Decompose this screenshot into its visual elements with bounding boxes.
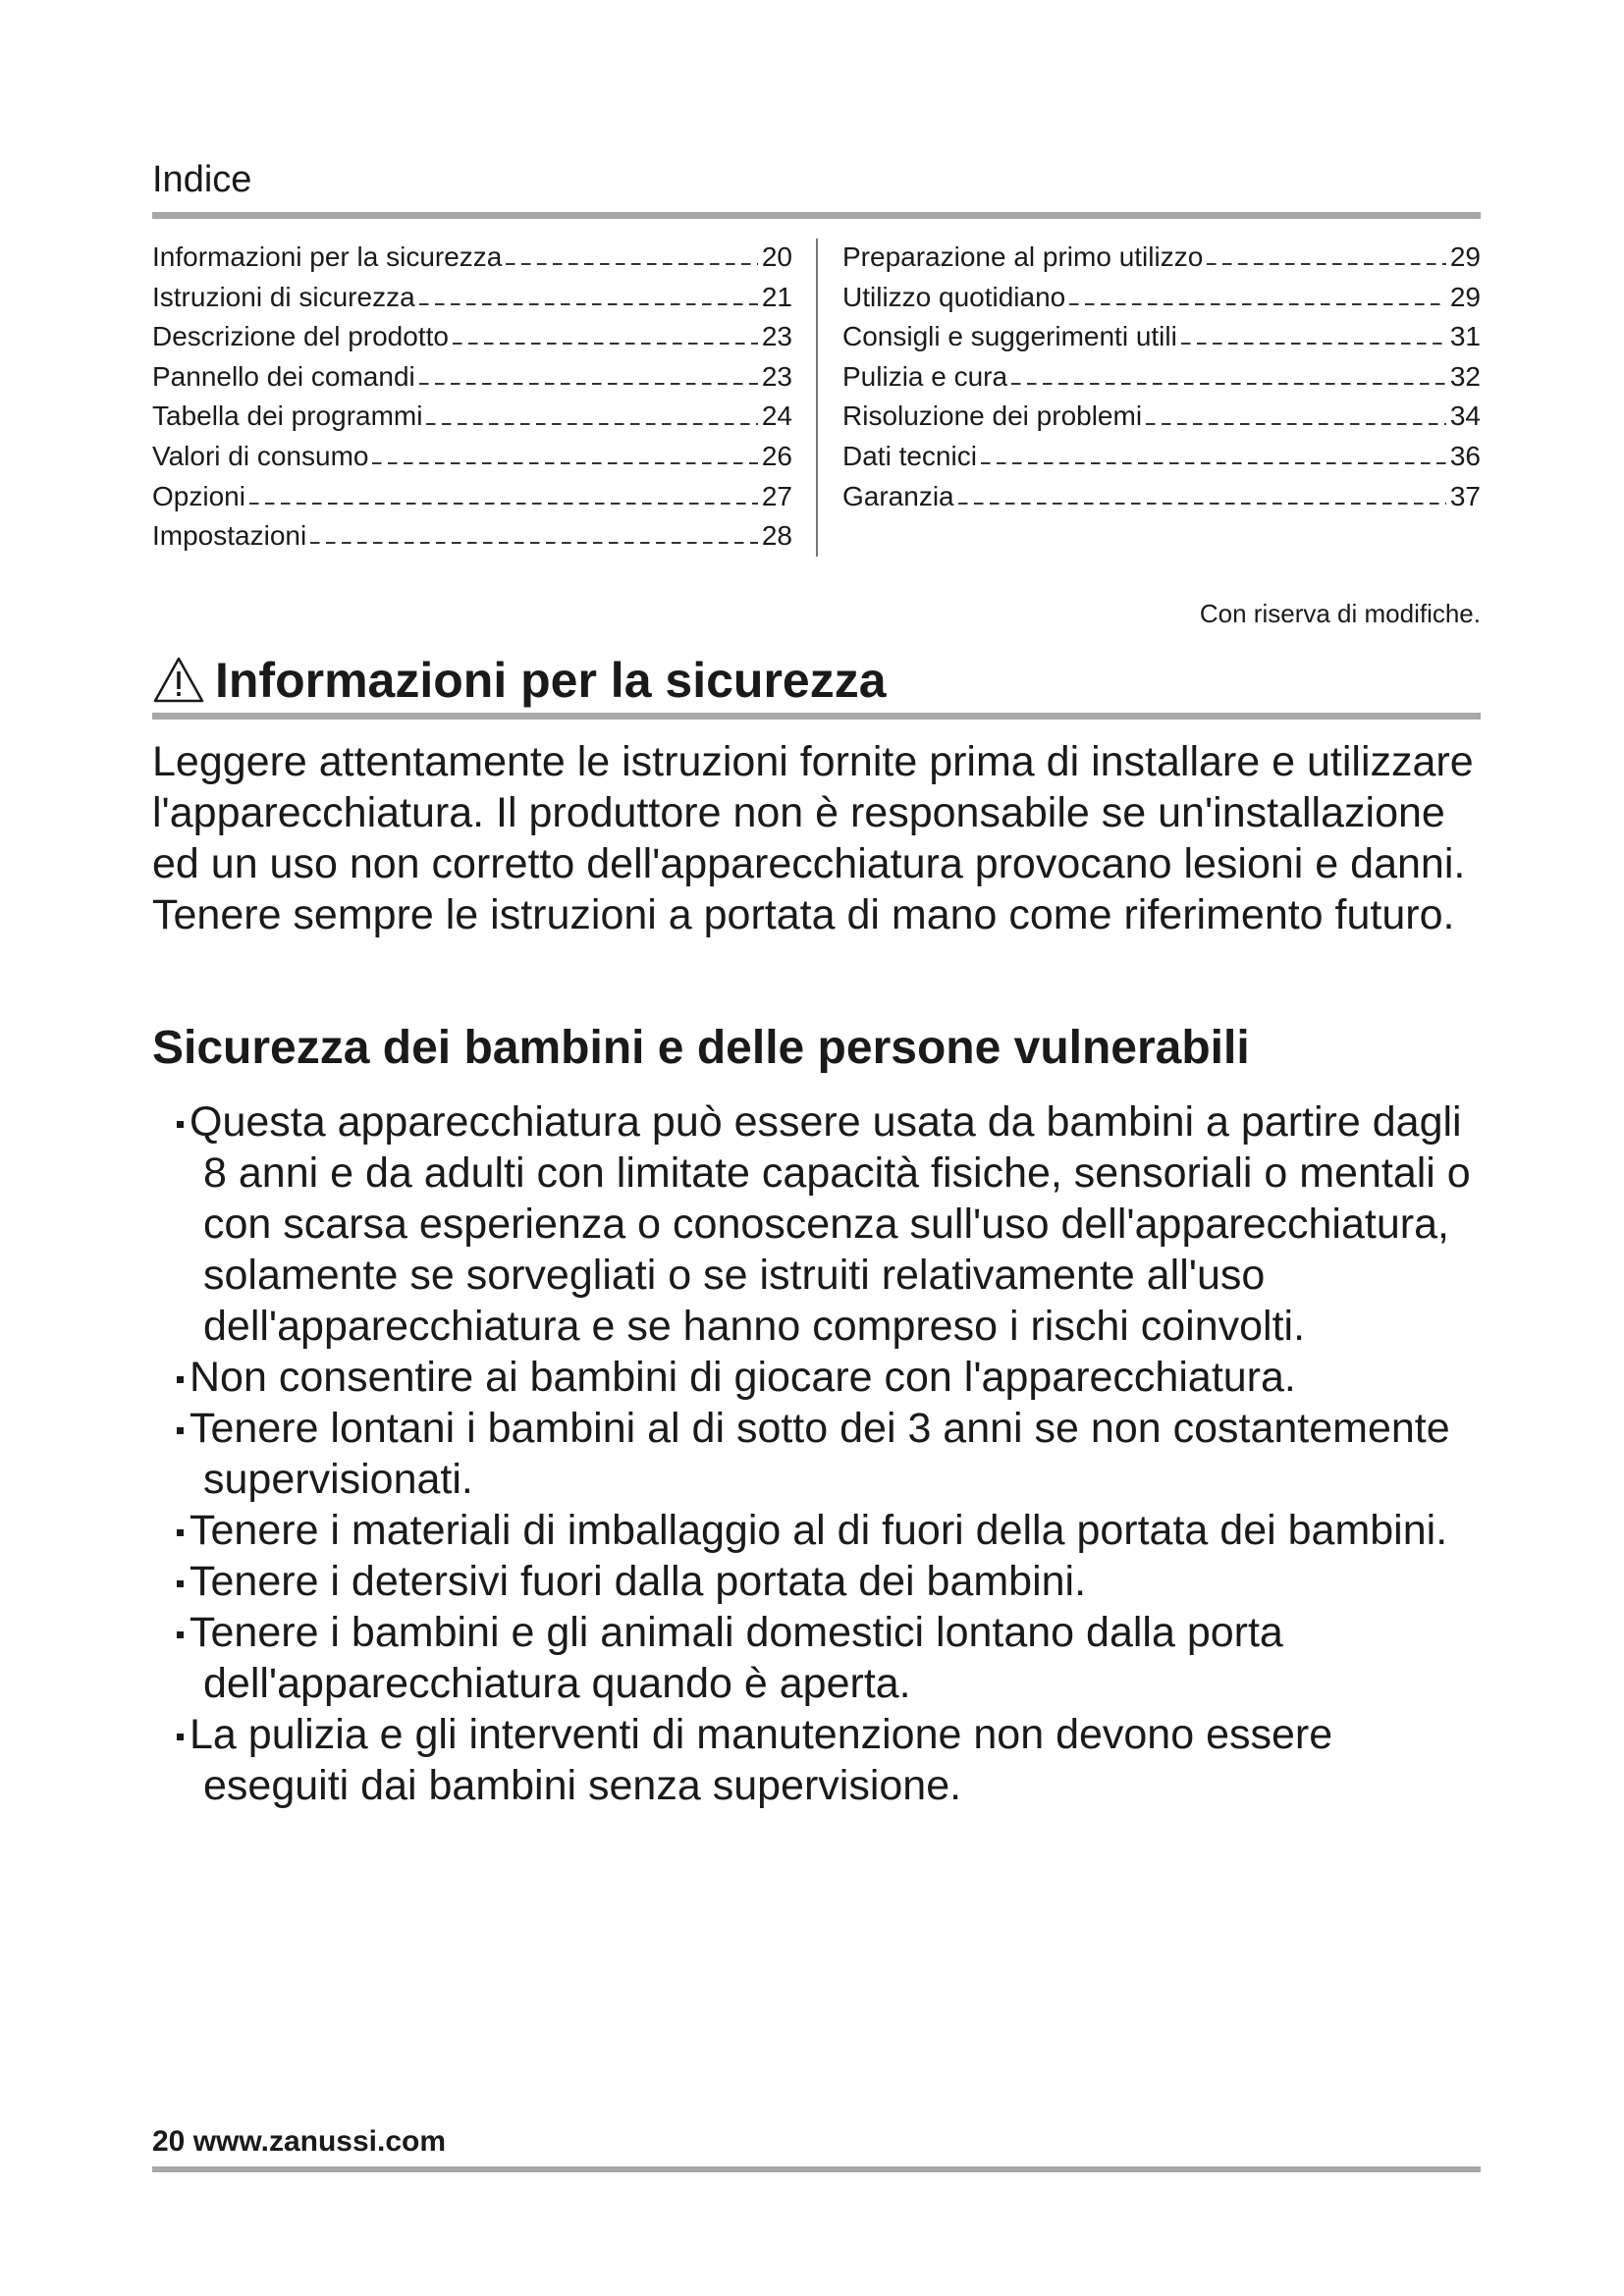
toc-entry[interactable]: Tabella dei programmi 24 [152, 400, 792, 432]
toc-entry[interactable]: Istruzioni di sicurezza 21 [152, 281, 792, 312]
bullet-icon [177, 1427, 184, 1434]
toc-column-divider [816, 239, 818, 557]
intro-paragraph: Leggere attentamente le istruzioni fornite prima di installare e utilizzare l'apparecchiatura. Il produttore non è responsabile se un'installazione ed un uso non corretto dell'apparecchiatura provocano lesioni e danni. Tenere sempre le istruzioni a portata di mano come riferimento futuro. [152, 738, 1474, 938]
bullet-icon [177, 1734, 184, 1740]
website-link[interactable]: www.zanussi.com [192, 2125, 447, 2158]
page-footer [152, 2125, 446, 2159]
list-item: Tenere lontani i bambini al di sotto dei 3 anni se non costantemente supervisionati. [152, 1403, 1481, 1505]
section-rule [152, 713, 1481, 720]
footer-rule [152, 2166, 1481, 2172]
leader-dots [426, 423, 757, 425]
leader-dots [249, 503, 758, 505]
page-number: 20 [152, 2125, 186, 2158]
toc-title-rule [152, 212, 1481, 219]
toc-entry[interactable]: Pannello dei comandi 23 [152, 360, 792, 392]
list-item: Questa apparecchiatura può essere usata da bambini a partire dagli 8 anni e da adulti con limitate capacità fisiche, sensoriali o mentali o con scarsa esperienza o conoscenza sull'uso dell'apparecchiatura, solamente se sorvegliati o se istruiti relativamente all'uso dell'apparecchiatura e se hanno compreso i rischi coinvolti. [152, 1096, 1481, 1352]
bullet-icon [177, 1631, 184, 1638]
toc-entry[interactable]: Informazioni per la sicurezza 20 [152, 241, 792, 272]
section-heading [152, 652, 887, 709]
toc-right-column [842, 238, 1481, 516]
toc-title: Indice [152, 159, 252, 200]
toc-left-column [152, 238, 792, 557]
bullet-icon [177, 1121, 184, 1128]
bullet-icon [177, 1580, 184, 1587]
leader-dots [1146, 423, 1446, 425]
leader-dots [1181, 343, 1446, 345]
toc-entry[interactable]: Garanzia 37 [842, 480, 1481, 511]
list-item: Tenere i detersivi fuori dalla portata dei bambini. [152, 1556, 1481, 1607]
leader-dots [453, 343, 758, 345]
bullet-icon [177, 1376, 184, 1383]
leader-dots [958, 503, 1446, 505]
reserve-note: Con riserva di modifiche. [1199, 599, 1481, 628]
toc-entry[interactable]: Risoluzione dei problemi 34 [842, 400, 1481, 432]
safety-bullet-list [152, 1096, 1481, 1811]
subsection-title: Sicurezza dei bambini e delle persone vulnerabili [152, 1022, 1250, 1074]
warning-triangle-icon [152, 656, 205, 705]
leader-dots [1207, 263, 1446, 265]
leader-dots [1069, 303, 1446, 305]
toc-entry[interactable]: Consigli e suggerimenti utili 31 [842, 321, 1481, 352]
section-title: Informazioni per la sicurezza [215, 653, 887, 708]
leader-dots [310, 542, 758, 544]
toc-entry[interactable]: Impostazioni 28 [152, 520, 792, 552]
list-item: Tenere i bambini e gli animali domestici lontano dalla porta dell'apparecchiatura quando è aperta. [152, 1607, 1481, 1709]
toc-entry[interactable]: Descrizione del prodotto 23 [152, 321, 792, 352]
leader-dots [1011, 383, 1446, 385]
leader-dots [419, 303, 758, 305]
toc-entry[interactable]: Pulizia e cura 32 [842, 360, 1481, 392]
toc-entry[interactable]: Preparazione al primo utilizzo 29 [842, 241, 1481, 272]
leader-dots [419, 383, 758, 385]
list-item: Non consentire ai bambini di giocare con l'apparecchiatura. [152, 1352, 1481, 1403]
list-item: Tenere i materiali di imballaggio al di fuori della portata dei bambini. [152, 1505, 1481, 1556]
leader-dots [981, 462, 1446, 464]
toc-entry[interactable]: Dati tecnici 36 [842, 440, 1481, 471]
list-item: La pulizia e gli interventi di manutenzione non devono essere eseguiti dai bambini senza supervisione. [152, 1709, 1481, 1811]
leader-dots [372, 462, 757, 464]
toc-entry[interactable]: Valori di consumo 26 [152, 440, 792, 471]
leader-dots [506, 263, 757, 265]
bullet-icon [177, 1529, 184, 1536]
toc-entry[interactable]: Utilizzo quotidiano 29 [842, 281, 1481, 312]
manual-page [152, 0, 1481, 2296]
toc-entry[interactable]: Opzioni 27 [152, 480, 792, 511]
